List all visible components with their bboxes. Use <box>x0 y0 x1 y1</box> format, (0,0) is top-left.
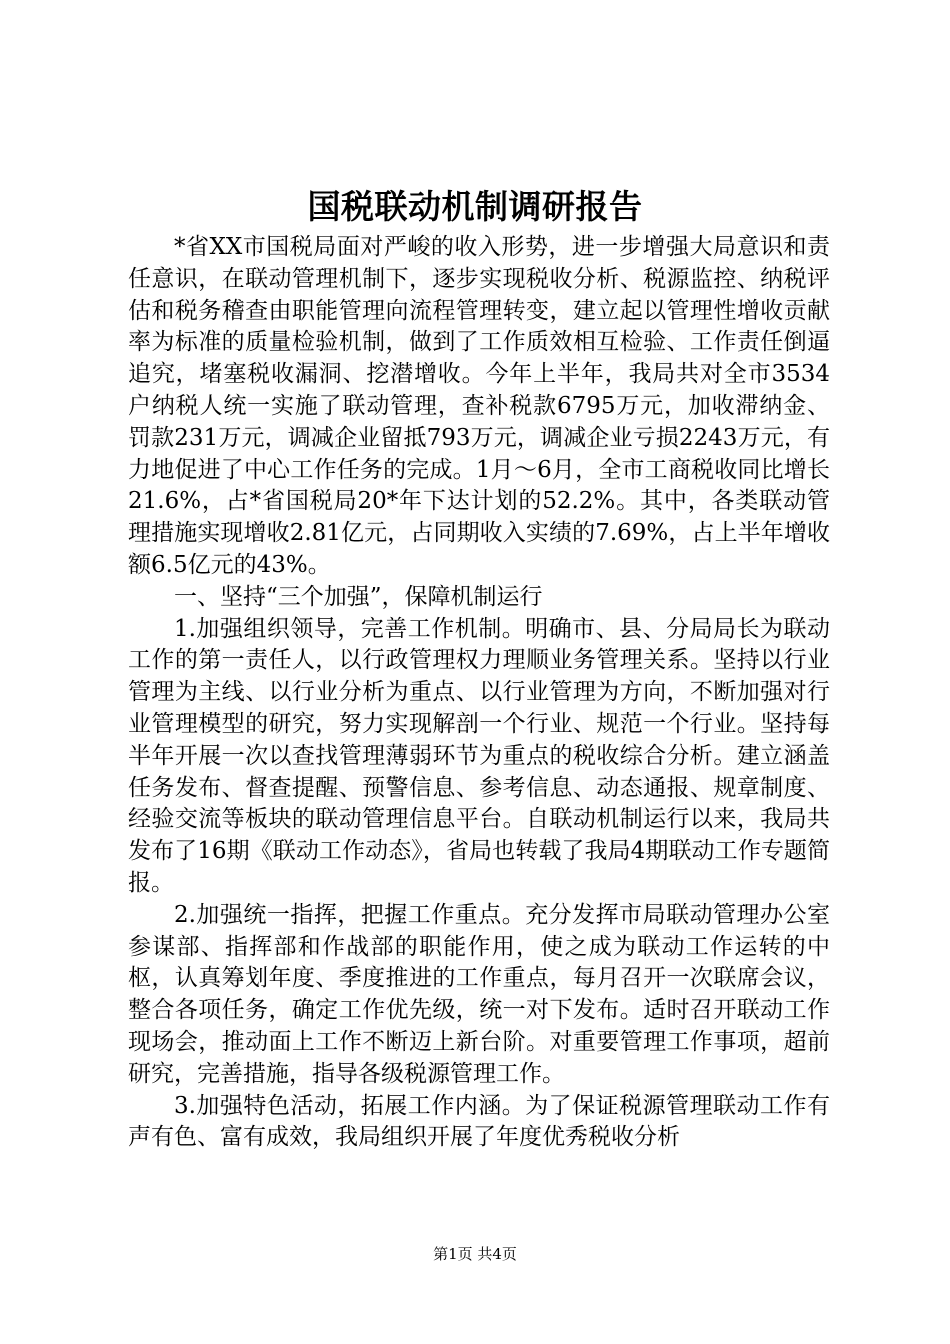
document-body <box>128 232 830 1154</box>
paragraph-item-3: 3.加强特色活动，拓展工作内涵。为了保证税源管理联动工作有声有色、富有成效，我局组织开展了年度优秀税收分析 <box>128 1092 830 1151</box>
paragraph-item-1: 1.加强组织领导，完善工作机制。明确市、县、分局局长为联动工作的第一责任人，以行政管理权力理顺业务管理关系。坚持以行业管理为主线、以行业分析为重点、以行业管理为方向，不断加强对行业管理模型的研究，努力实现解剖一个行业、规范一个行业。坚持每半年开展一次以查找管理薄弱环节为重点的税收综合分析。建立涵盖任务发布、督查提醒、预警信息、参考信息、动态通报、规章制度、经验交流等板块的联动管理信息平台。自联动机制运行以来，我局共发布了16期《联动工作动态》，省局也转载了我局4期联动工作专题简报。 <box>128 615 830 896</box>
paragraph-item-2: 2.加强统一指挥，把握工作重点。充分发挥市局联动管理办公室参谋部、指挥部和作战部的职能作用，使之成为联动工作运转的中枢，认真筹划年度、季度推进的工作重点，每月召开一次联席会议，整合各项任务，确定工作优先级，统一对下发布。适时召开联动工作现场会，推动面上工作不断迈上新台阶。对重要管理工作事项，超前研究，完善措施，指导各级税源管理工作。 <box>128 901 830 1087</box>
paragraph-intro: *省XX市国税局面对严峻的收入形势，进一步增强大局意识和责任意识，在联动管理机制下，逐步实现税收分析、税源监控、纳税评估和税务稽查由职能管理向流程管理转变，建立起以管理性增收贡献率为标准的质量检验机制，做到了工作质效相互检验、工作责任倒逼追究，堵塞税收漏洞、挖潜增收。今年上半年，我局共对全市3534户纳税人统一实施了联动管理，查补税款6795万元，加收滞纳金、罚款231万元，调减企业留抵793万元，调减企业亏损2243万元，有力地促进了中心工作任务的完成。1月～6月，全市工商税收同比增长21.6%，占*省国税局20*年下达计划的52.2%。其中，各类联动管理措施实现增收2.81亿元，占同期收入实绩的7.69%，占上半年增收额6.5亿元的43%。 <box>128 234 830 578</box>
page-footer: 第1页 共4页 <box>433 1245 517 1263</box>
document-title: 国税联动机制调研报告 <box>307 187 643 226</box>
section-heading-1: 一、坚持“三个加强”，保障机制运行 <box>174 583 543 610</box>
